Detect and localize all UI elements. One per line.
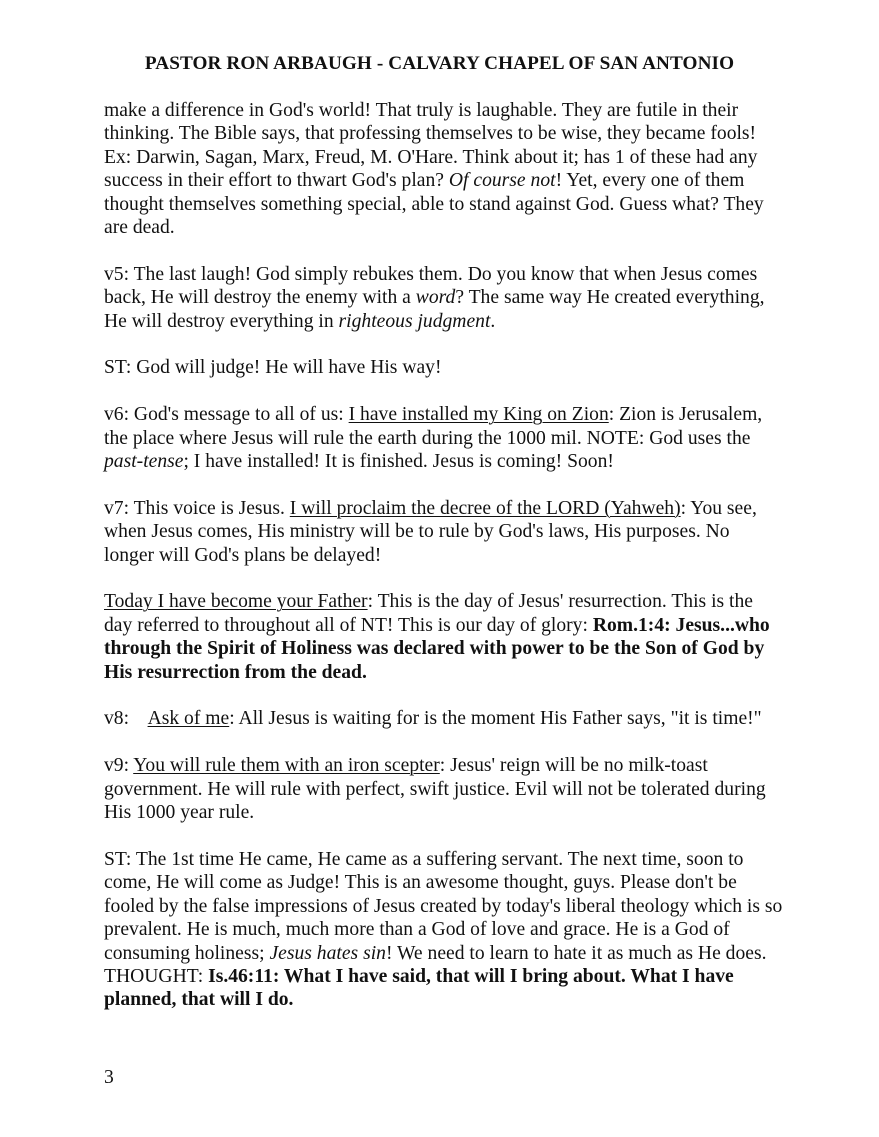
- text-run: v5: The last laugh! God simply rebukes them. Do you know that when Jesus comes back, He will destroy the enemy with a: [104, 263, 758, 309]
- paragraph-intro: [104, 99, 784, 239]
- underlined-quote: Today I have become your Father: [104, 591, 368, 613]
- underlined-quote: You will rule them with an iron scepter: [133, 755, 440, 777]
- underlined-quote: Ask of me: [147, 708, 230, 730]
- text-run: v7: This voice is Jesus.: [104, 497, 290, 519]
- text-run: .: [490, 310, 496, 332]
- page-number: 3: [104, 1067, 114, 1088]
- text-run: make a difference in God's world! That truly is laughable. They are futile in their thinking. The Bible says, that professing themselves to be wise, they became fools! Ex: Darwin, Sagan, Marx, Freud, M. O'Hare. Think about it; has 1 of these had any success in their effort to thwart God's plan?: [104, 100, 758, 192]
- paragraph-v6: [104, 403, 784, 473]
- page-header-title: PASTOR RON ARBAUGH - CALVARY CHAPEL OF SAN ANTONIO: [144, 53, 735, 74]
- text-run: ! Yet, every one of them thought themselves something special, able to stand against God. Guess what? They are dead.: [104, 170, 764, 239]
- bold-scripture: Rom.1:4: Jesus...who through the Spirit of Holiness was declared with power to be the Son of God by His resurrection from the dead.: [104, 614, 770, 683]
- text-run: : This is the day of Jesus' resurrection. This is the day referred to throughout all of NT! This is our day of glory:: [104, 591, 753, 636]
- paragraph-v5: [104, 263, 784, 333]
- italic-emphasis: past-tense: [104, 451, 184, 473]
- underlined-quote: I have installed my King on Zion: [348, 404, 609, 426]
- paragraph-st-judge-coming: [104, 848, 784, 1012]
- italic-emphasis: Of course not: [448, 170, 556, 192]
- text-run: : You see, when Jesus comes, His ministry will be to rule by God's laws, His purposes. No longer will God's plans be delayed!: [104, 497, 757, 566]
- text-run: v6: God's message to all of us:: [104, 404, 349, 426]
- text-run: ST: The 1st time He came, He came as a suffering servant. The next time, soon to come, He will come as Judge! This is an awesome thought, guys. Please don't be fooled by the false impressions of Jesus created by today's liberal theology which is so prevalent. He is much, much more than a God of love and grace. He is a God of consuming holiness;: [104, 848, 783, 964]
- paragraph-today-father: [104, 590, 784, 684]
- paragraph-v7: [104, 497, 784, 567]
- italic-emphasis: righteous judgment: [338, 310, 491, 332]
- text-run: : Jesus' reign will be no milk-toast government. He will rule with perfect, swift justice. Evil will not be tolerated during His 1000 year rule.: [104, 755, 766, 824]
- text-run: : All Jesus is waiting for is the moment His Father says, "it is time!": [229, 708, 762, 730]
- paragraph-st-judge: [104, 356, 784, 379]
- paragraph-v9: [104, 754, 784, 824]
- text-run: v9:: [104, 755, 134, 777]
- text-run: ? The same way He created everything, He will destroy everything in: [104, 287, 765, 332]
- italic-emphasis: word: [415, 287, 456, 309]
- text-run: ; I have installed! It is finished. Jesus is coming! Soon!: [183, 451, 614, 473]
- text-run: v8:: [104, 708, 148, 730]
- underlined-quote: I will proclaim the decree of the LORD (Yahweh): [289, 497, 681, 519]
- text-run: ST: God will judge! He will have His way!: [104, 357, 442, 379]
- italic-emphasis: Jesus hates sin: [269, 942, 386, 964]
- document-body: [104, 99, 784, 1035]
- text-run: ! We need to learn to hate it as much as He does. THOUGHT:: [104, 942, 767, 987]
- paragraph-v8: [104, 707, 784, 730]
- bold-scripture: Is.46:11: What I have said, that will I bring about. What I have planned, that will I do.: [104, 965, 734, 1011]
- text-run: : Zion is Jerusalem, the place where Jesus will rule the earth during the 1000 mil. NOTE: God uses the: [104, 404, 763, 449]
